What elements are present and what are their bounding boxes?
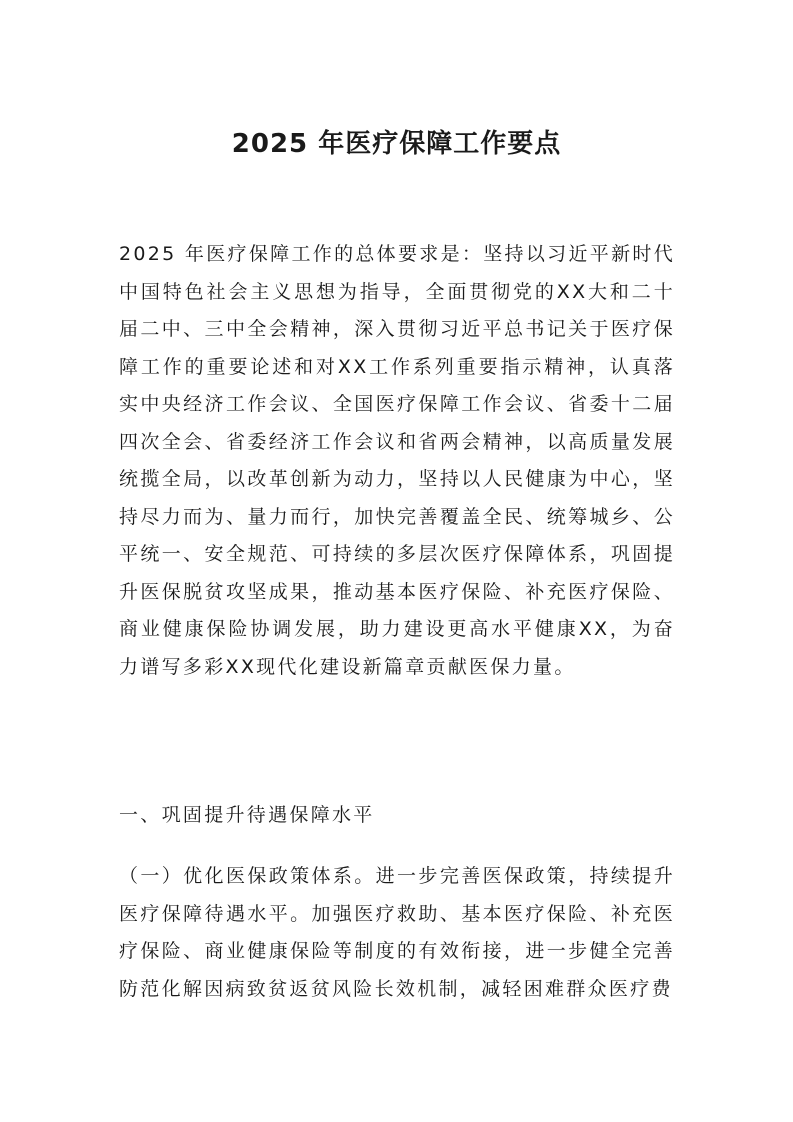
- section-paragraph: （一）优化医保政策体系。进一步完善医保政策，持续提升医疗保障待遇水平。加强医疗救助、基本医疗保险、补充医疗保险、商业健康保险等制度的有效衔接，进一步健全完善防范化解因病致贫返贫风险长效机制，减轻困难群众医疗费: [119, 865, 675, 1000]
- section-heading: 一、巩固提升待遇保障水平: [119, 804, 375, 826]
- document-title: 2025 年医疗保障工作要点: [231, 129, 562, 159]
- intro-paragraph: 2025 年医疗保障工作的总体要求是：坚持以习近平新时代中国特色社会主义思想为指导，全面贯彻党的XX大和二十届二中、三中全会精神，深入贯彻习近平总书记关于医疗保障工作的重要论述和对XX工作系列重要指示精神，认真落实中央经济工作会议、全国医疗保障工作会议、省委十二届四次全会、省委经济工作会议和省两会精神，以高质量发展统揽全局，以改革创新为动力，坚持以人民健康为中心，坚持尽力而为、量力而行，加快完善覆盖全民、统筹城乡、公平统一、安全规范、可持续的多层次医疗保障体系，巩固提升医保脱贫攻坚成果，推动基本医疗保险、补充医疗保险、商业健康保险协调发展，助力建设更高水平健康XX，为奋力谱写多彩XX现代化建设新篇章贡献医保力量。: [119, 243, 675, 678]
